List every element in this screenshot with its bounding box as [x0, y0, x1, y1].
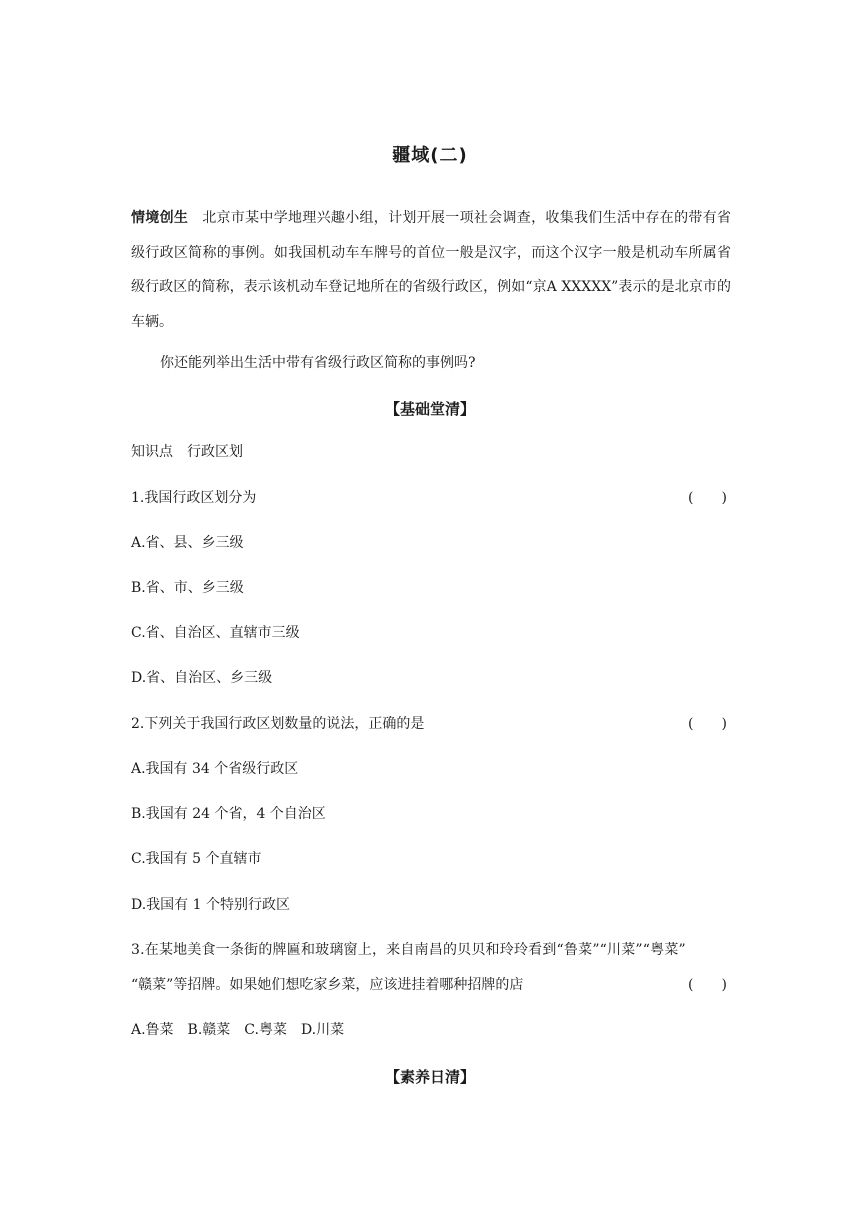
- intro-label: 情境创生: [131, 210, 189, 226]
- question-3-options: A.鲁菜 B.赣菜 C.粤菜 D.川菜: [131, 1022, 345, 1038]
- intro-question: 你还能列举出生活中带有省级行政区简称的事例吗?: [160, 355, 476, 371]
- question-3-stem-line-1: 3.在某地美食一条街的牌匾和玻璃窗上，来自南昌的贝贝和玲玲看到“鲁菜”“川菜”“粤菜”: [131, 942, 686, 958]
- question-1-option-d: D.省、自治区、乡三级: [131, 670, 273, 686]
- question-2-option-d: D.我国有 1 个特别行政区: [131, 897, 290, 913]
- question-2-option-a: A.我国有 34 个省级行政区: [131, 761, 299, 777]
- question-2-option-c: C.我国有 5 个直辖市: [131, 851, 262, 867]
- question-1-stem: 1.我国行政区划分为: [131, 490, 257, 506]
- question-2-answer-blank: ( ): [688, 716, 727, 732]
- question-1-answer-blank: ( ): [688, 490, 727, 506]
- intro-paragraph: [131, 201, 731, 339]
- question-3-answer-blank: ( ): [688, 977, 727, 993]
- section-heading-literacy: 【素养日清】: [384, 1068, 475, 1086]
- knowledge-point: 知识点 行政区划: [131, 444, 243, 460]
- question-2-stem: 2.下列关于我国行政区划数量的说法，正确的是: [131, 716, 425, 732]
- question-1-option-c: C.省、自治区、直辖市三级: [131, 625, 300, 641]
- intro-text: 北京市某中学地理兴趣小组，计划开展一项社会调查，收集我们生活中存在的带有省级行政区简称的事例。如我国机动车车牌号的首位一般是汉字，而这个汉字一般是机动车所属省级行政区的简称，表示该机动车登记地所在的省级行政区，例如“京A XXXXX”表示的是北京市的车辆。: [131, 210, 732, 330]
- page-title: 疆域(二): [392, 145, 468, 166]
- question-1-option-b: B.省、市、乡三级: [131, 580, 244, 596]
- section-heading-basic: 【基础堂清】: [384, 400, 475, 418]
- question-1-option-a: A.省、县、乡三级: [131, 535, 244, 551]
- question-3-stem-line-2: “赣菜”等招牌。如果她们想吃家乡菜，应该进挂着哪种招牌的店: [131, 977, 524, 993]
- question-2-option-b: B.我国有 24 个省，4 个自治区: [131, 806, 326, 822]
